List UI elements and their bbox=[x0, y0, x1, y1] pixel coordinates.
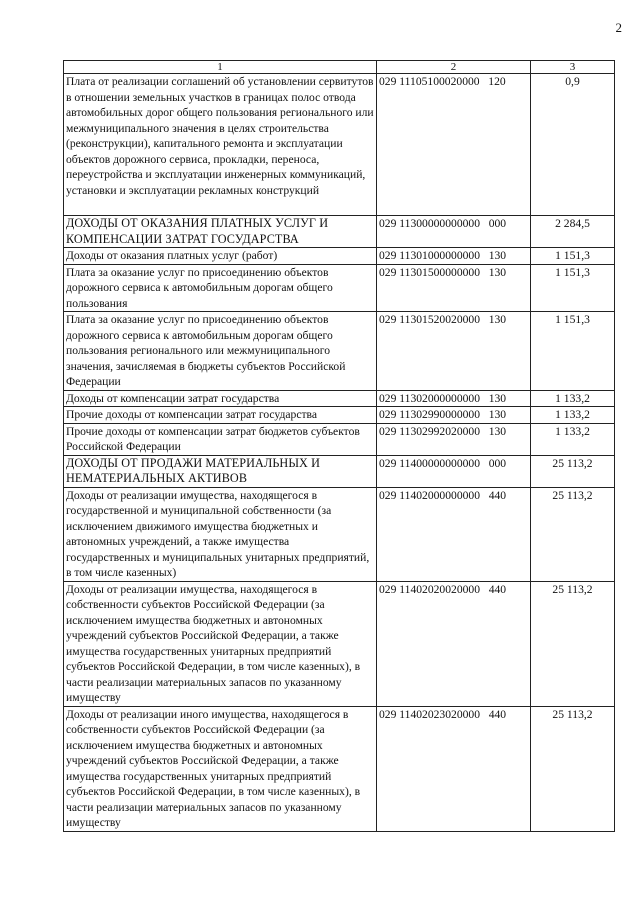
row-code: 029 11300000000000 000 bbox=[377, 216, 531, 248]
row-amount: 1 151,3 bbox=[531, 248, 615, 265]
row-name: Доходы от оказания платных услуг (работ) bbox=[64, 248, 377, 265]
row-name: Доходы от компенсации затрат государства bbox=[64, 390, 377, 407]
row-name: Доходы от реализации иного имущества, находящегося в собственности субъектов Российской Федерации (за исключением имущества бюджетных и автономных учреждений субъектов Российской Федерации, а также имущества государственных унитарных предприятий субъектов Российской Федерации, в том числе казенных), в части реализации материальных запасов по указанному имуществу bbox=[64, 706, 377, 831]
row-amount: 1 151,3 bbox=[531, 264, 615, 312]
row-name: Плата за оказание услуг по присоединению объектов дорожного сервиса к автомобильным дорогам общего пользования регионального или межмуниципального значения, зачисляемая в бюджеты субъектов Российской Федерации bbox=[64, 312, 377, 391]
table-row bbox=[64, 487, 615, 581]
column-header-3: 3 bbox=[531, 61, 615, 74]
table-row bbox=[64, 423, 615, 455]
row-amount: 0,9 bbox=[531, 74, 615, 216]
row-code: 029 11402000000000 440 bbox=[377, 487, 531, 581]
row-name: ДОХОДЫ ОТ ОКАЗАНИЯ ПЛАТНЫХ УСЛУГ И КОМПЕНСАЦИИ ЗАТРАТ ГОСУДАРСТВА bbox=[64, 216, 377, 248]
row-name: Доходы от реализации имущества, находящегося в собственности субъектов Российской Федерации (за исключением имущества бюджетных и автономных учреждений субъектов Российской Федерации, а также имущества государственных унитарных предприятий субъектов Российской Федерации, в том числе казенных), в части реализации материальных запасов по указанному имуществу bbox=[64, 581, 377, 706]
column-header-1: 1 bbox=[64, 61, 377, 74]
row-amount: 1 151,3 bbox=[531, 312, 615, 391]
row-code: 029 11302000000000 130 bbox=[377, 390, 531, 407]
page-number: 2 bbox=[615, 20, 622, 35]
table-row bbox=[64, 407, 615, 424]
table-row bbox=[64, 216, 615, 248]
row-amount: 25 113,2 bbox=[531, 455, 615, 487]
row-code: 029 11402020020000 440 bbox=[377, 581, 531, 706]
table-row bbox=[64, 706, 615, 831]
row-amount: 2 284,5 bbox=[531, 216, 615, 248]
table-row bbox=[64, 581, 615, 706]
row-amount: 1 133,2 bbox=[531, 423, 615, 455]
row-name: Доходы от реализации имущества, находящегося в государственной и муниципальной собственности (за исключением движимого имущества бюджетных и автономных учреждений, а также имущества государственных и муниципальных унитарных предприятий, в том числе казенных) bbox=[64, 487, 377, 581]
row-code: 029 11105100020000 120 bbox=[377, 74, 531, 216]
table-row bbox=[64, 264, 615, 312]
column-header-2: 2 bbox=[377, 61, 531, 74]
row-code: 029 11301000000000 130 bbox=[377, 248, 531, 265]
row-code: 029 11302990000000 130 bbox=[377, 407, 531, 424]
table-row bbox=[64, 312, 615, 391]
row-code: 029 11402023020000 440 bbox=[377, 706, 531, 831]
row-name: Прочие доходы от компенсации затрат бюджетов субъектов Российской Федерации bbox=[64, 423, 377, 455]
row-code: 029 11302992020000 130 bbox=[377, 423, 531, 455]
row-amount: 1 133,2 bbox=[531, 390, 615, 407]
row-name: Плата от реализации соглашений об установлении сервитутов в отношении земельных участков в границах полос отвода автомобильных дорог общего пользования регионального или межмуниципального значения в целях строительства (реконструкции), капитального ремонта и эксплуатации объектов дорожного сервиса, прокладки, переноса, переустройства и эксплуатации инженерных коммуникаций, установки и эксплуатации рекламных конструкций bbox=[64, 74, 377, 216]
row-name: ДОХОДЫ ОТ ПРОДАЖИ МАТЕРИАЛЬНЫХ И НЕМАТЕРИАЛЬНЫХ АКТИВОВ bbox=[64, 455, 377, 487]
row-amount: 1 133,2 bbox=[531, 407, 615, 424]
table-row bbox=[64, 74, 615, 216]
row-amount: 25 113,2 bbox=[531, 706, 615, 831]
row-name: Прочие доходы от компенсации затрат государства bbox=[64, 407, 377, 424]
table-row bbox=[64, 455, 615, 487]
table-row bbox=[64, 248, 615, 265]
row-code: 029 11301520020000 130 bbox=[377, 312, 531, 391]
row-code: 029 11301500000000 130 bbox=[377, 264, 531, 312]
table-row bbox=[64, 390, 615, 407]
table-header-row bbox=[64, 61, 615, 74]
row-code: 029 11400000000000 000 bbox=[377, 455, 531, 487]
row-amount: 25 113,2 bbox=[531, 487, 615, 581]
row-amount: 25 113,2 bbox=[531, 581, 615, 706]
row-name: Плата за оказание услуг по присоединению объектов дорожного сервиса к автомобильным дорогам общего пользования bbox=[64, 264, 377, 312]
revenue-table bbox=[63, 60, 615, 832]
